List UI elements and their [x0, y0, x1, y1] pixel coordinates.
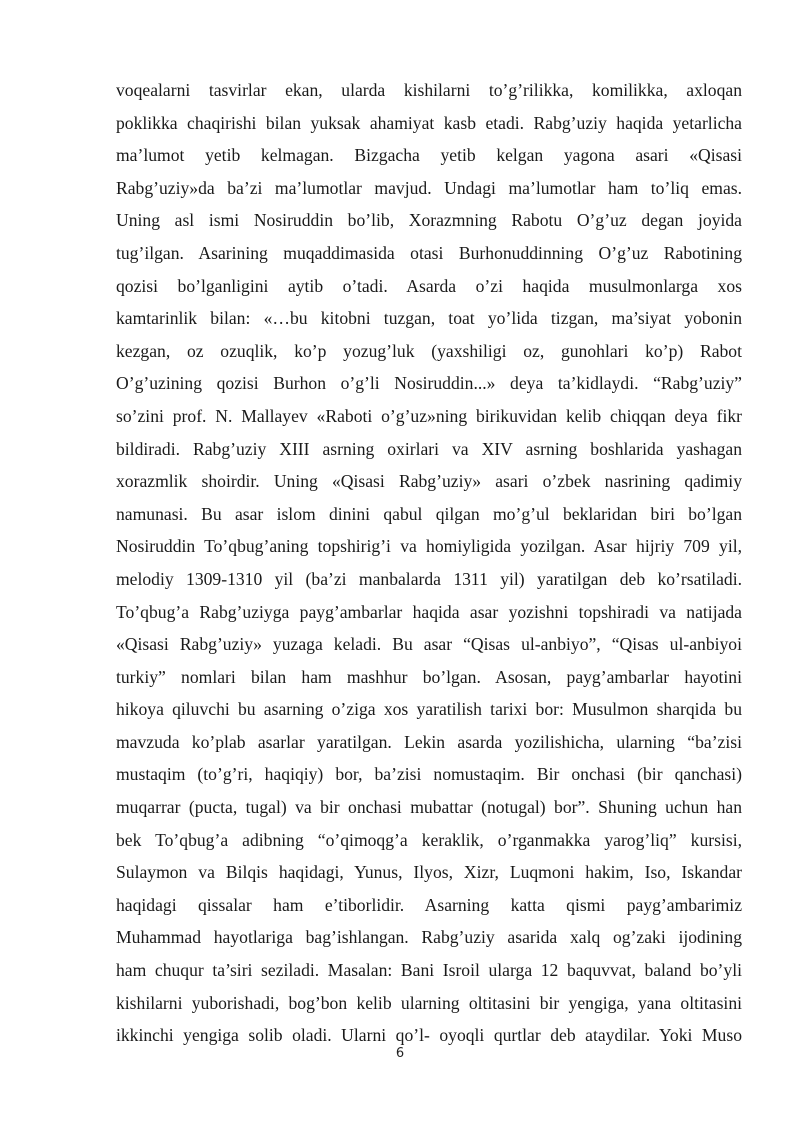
text-line: ikkinchi yengiga solib oladi. Ularni qo’l- oyoqli qurtlar deb ataydilar. Yoki Muso — [116, 1025, 742, 1046]
text-line: muqarrar (pucta, tugal) va bir onchasi mubattar (notugal) bor”. Shuning uchun han — [116, 797, 742, 818]
text-line: bek To’qbug’a adibning “o’qimoqg’a keraklik, o’rganmakka yarog’liq” kursisi, — [116, 829, 742, 850]
text-line: ma’lumot yetib kelmagan. Bizgacha yetib kelgan yagona asari «Qisasi — [116, 145, 742, 166]
text-line: Rabg’uziy»da ba’zi ma’lumotlar mavjud. Undagi ma’lumotlar ham to’liq emas. — [116, 177, 742, 198]
text-line: namunasi. Bu asar islom dinini qabul qilgan mo’g’ul beklaridan biri bo’lgan — [116, 503, 742, 524]
text-line: kishilarni yuborishadi, bog’bon kelib ularning oltitasini bir yengiga, yana oltitasini — [116, 992, 742, 1013]
text-line: so’zini prof. N. Mallayev «Raboti o’g’uz»ning birikuvidan kelib chiqqan deya fikr — [116, 405, 742, 426]
text-line: Muhammad hayotlariga bag’ishlangan. Rabg’uziy asarida xalq og’zaki ijodining — [116, 927, 742, 948]
body-text — [116, 74, 742, 1052]
text-line: bildiradi. Rabg’uziy XIII asrning oxirlari va XIV asrning boshlarida yashagan — [116, 438, 742, 459]
text-line: voqealarni tasvirlar ekan, ularda kishilarni to’g’rilikka, komilikka, axloqan — [116, 80, 742, 100]
text-line: kamtarinlik bilan: «…bu kitobni tuzgan, toat yo’lida tizgan, ma’siyat yobonin — [116, 308, 742, 329]
text-line: Nosiruddin To’qbug’aning topshirig’i va homiyligida yozilgan. Asar hijriy 709 yil, — [116, 536, 742, 557]
text-line: tug’ilgan. Asarining muqaddimasida otasi Burhonuddinning O’g’uz Rabotining — [116, 242, 742, 263]
text-line: «Qisasi Rabg’uziy» yuzaga keladi. Bu asar “Qisas ul-anbiyo”, “Qisas ul-anbiyoi — [116, 634, 742, 655]
text-line: mavzuda ko’plab asarlar yaratilgan. Lekin asarda yozilishicha, ularning “ba’zisi — [116, 731, 742, 752]
text-line: haqidagi qissalar ham e’tiborlidir. Asarning katta qismi payg’ambarimiz — [116, 894, 742, 915]
text-line: poklikka chaqirishi bilan yuksak ahamiyat kasb etadi. Rabg’uziy haqida yetarlicha — [116, 112, 742, 133]
text-line: turkiy” nomlari bilan ham mashhur bo’lgan. Asosan, payg’ambarlar hayotini — [116, 666, 742, 687]
text-line: hikoya qiluvchi bu asarning o’ziga xos yaratilish tarixi bor: Musulmon sharqida bu — [116, 699, 742, 720]
text-line: ham chuqur ta’siri seziladi. Masalan: Bani Isroil ularga 12 baquvvat, baland bo’yli — [116, 960, 742, 981]
text-line: O’g’uzining qozisi Burhon o’g’li Nosiruddin...» deya ta’kidlaydi. “Rabg’uziy” — [116, 373, 742, 394]
text-line: Sulaymon va Bilqis haqidagi, Yunus, Ilyos, Xizr, Luqmoni hakim, Iso, Iskandar — [116, 862, 742, 883]
text-line: kezgan, oz ozuqlik, ko’p yozug’luk (yaxshiligi oz, gunohlari ko’p) Rabot — [116, 340, 742, 361]
text-line: xorazmlik shoirdir. Uning «Qisasi Rabg’uziy» asari o’zbek nasrining qadimiy — [116, 471, 742, 492]
page-number: 6 — [395, 1046, 405, 1061]
text-line: qozisi bo’lganligini aytib o’tadi. Asarda o’zi haqida musulmonlarga xos — [116, 275, 742, 296]
text-line: To’qbug’a Rabg’uziyga payg’ambarlar haqida asar yozishni topshiradi va natijada — [116, 601, 742, 622]
text-line: Uning asl ismi Nosiruddin bo’lib, Xorazmning Rabotu O’g’uz degan joyida — [116, 210, 742, 231]
text-line: mustaqim (to’g’ri, haqiqiy) bor, ba’zisi nomustaqim. Bir onchasi (bir qanchasi) — [116, 764, 742, 785]
text-line: melodiy 1309-1310 yil (ba’zi manbalarda 1311 yil) yaratilgan deb ko’rsatiladi. — [116, 568, 742, 589]
